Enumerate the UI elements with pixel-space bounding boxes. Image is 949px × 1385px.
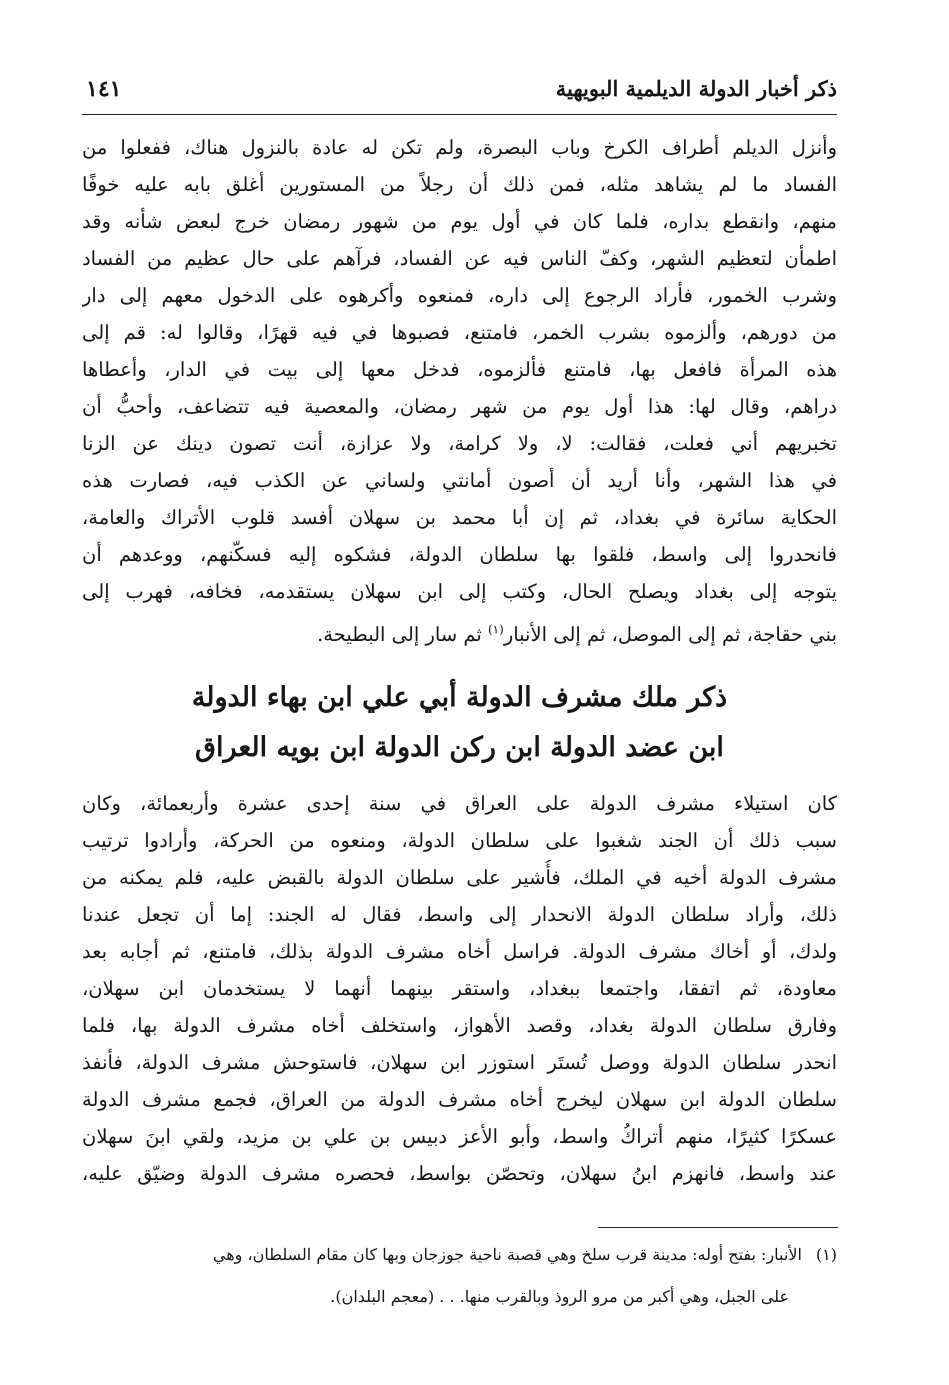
text-line: وفارق سلطان الدولة بغداد، وقصد الأهواز، واستخلف أخاه مشرف الدولة بها، فلما <box>82 1014 837 1037</box>
footnote-line: على الجبل، وهي أكبر من مرو الروذ وبالقرب منها. . . (معجم البلدان). <box>330 1287 789 1306</box>
text-line: هذه المرأة فافعل بها، فامتنع فألزموه، فدخل معها إلى بيت في الدار، وأعطاها <box>82 358 837 381</box>
footnote-reference[interactable]: (١) <box>487 622 504 637</box>
text-line: يتوجه إلى بغداد ويصلح الحال، وكتب إلى ابن سهلان يستقدمه، فخافه، فهرب إلى <box>82 580 837 603</box>
page-number: ١٤١ <box>86 76 122 102</box>
text-line: عسكرًا كثيرًا، منهم أتراكُ واسط، وأبو الأعز دبيس بن علي بن مزيد، ولقي ابنَ سهلان <box>82 1125 837 1148</box>
section-heading-line-2: ابن عضد الدولة ابن ركن الدولة ابن بويه العراق <box>195 732 724 763</box>
footnote-number: (١) <box>815 1245 837 1264</box>
text-line: سلطان الدولة ابن سهلان ليخرج أخاه مشرف الدولة من العراق، فجمع مشرف الدولة <box>82 1088 837 1111</box>
text-line: انحدر سلطان الدولة ووصل تُستَر استوزر ابن سهلان، فاستوحش مشرف الدولة، فأنفذ <box>82 1051 837 1074</box>
text-line: الحكاية سائرة في بغداد، ثم إن أبا محمد بن سهلان أفسد قلوب الأتراك والعامة، <box>82 506 837 529</box>
text-line: من دورهم، وألزموه بشرب الخمر، فامتنع، فصبوها في فيه قهرًا، وقالوا له: قم إلى <box>82 321 837 344</box>
text-line: دراهم، وقال لها: هذا أول يوم من شهر رمضان، والمعصية فيه تتضاعف، وأحبُّ أن <box>82 395 837 418</box>
text-line: كان استيلاء مشرف الدولة على العراق في سنة إحدى عشرة وأربعمائة، وكان <box>82 792 837 815</box>
running-title: ذكر أخبار الدولة الديلمية البويهية <box>555 76 837 101</box>
text-line: فانحدروا إلى واسط، فلقوا بها سلطان الدولة، فشكوه إليه فسكّنهم، ووعدهم أن <box>82 543 837 566</box>
text-line: عند واسط، فانهزم ابنُ سهلان، وتحصّن بواسط، فحصره مشرف الدولة وضيّق عليه، <box>82 1162 837 1185</box>
text-line: في هذا الشهر، وأنا أريد أن أصون أمانتي ولساني عن الكذب فيه، فصارت هذه <box>82 469 837 492</box>
text-line: الفساد ما لم يشاهد مثله، فمن ذلك أن رجلاً من المستورين أغلق بابه عليه خوفًا <box>82 173 837 196</box>
text-line-last <box>82 617 837 653</box>
text-line: سبب ذلك أن الجند شغبوا على سلطان الدولة، ومنعوه من الحركة، وأرادوا ترتيب <box>82 829 837 852</box>
text-segment: ثم سار إلى البطيحة. <box>317 623 488 646</box>
text-line: وأنزل الديلم أطراف الكرخ وباب البصرة، ولم تكن له عادة بالنزول هناك، ففعلوا من <box>82 136 837 159</box>
footnote-text: الأنبار: بفتح أوله: مدينة قرب سلخ وهي قصبة ناحية جوزجان وبها كان مقام السلطان، وهي <box>212 1245 802 1264</box>
running-header <box>82 74 837 115</box>
text-line: مشرف الدولة أخيه في الملك، فأُشير على سلطان الدولة بالقبض عليه، فلم يمكنه من <box>82 866 837 889</box>
text-line: ذلك، وأراد سلطان الدولة الانحدار إلى واسط، فقال له الجند: إما أن تجعل عندنا <box>82 903 837 926</box>
footnote-divider <box>598 1227 838 1228</box>
text-line: تخبريهم أني فعلت، فقالت: لا، ولا كرامة، ولا عزازة، أنت تصون دينك عن الزنا <box>82 432 837 455</box>
text-line: ولدك، أو أخاك مشرف الدولة. فراسل أخاه مشرف الدولة بذلك، فامتنع، ثم أجابه بعد <box>82 940 837 963</box>
text-line: اطمأن لتعظيم الشهر، وكفّ الناس فيه عن الفساد، فرآهم على حال عظيم من الفساد <box>82 247 837 270</box>
text-line: منهم، وانقطع بداره، فلما كان في أول يوم من شهور رمضان خرج لبعض شأنه وقد <box>82 210 837 233</box>
section-heading-line-1: ذكر ملك مشرف الدولة أبي علي ابن بهاء الدولة <box>191 682 728 713</box>
text-segment: بني حقاجة، ثم إلى الموصل، ثم إلى الأنبار <box>503 623 837 646</box>
footnote-line <box>96 1239 837 1271</box>
text-line: معاودة، ثم اتفقا، واجتمعا ببغداد، واستقر بينهما أنهما لا يستخدمان ابن سهلان، <box>82 977 837 1000</box>
text-line: وشرب الخمور، فأراد الرجوع إلى داره، فمنعوه وأكرهوه على الدخول معهم إلى دار <box>82 284 837 307</box>
